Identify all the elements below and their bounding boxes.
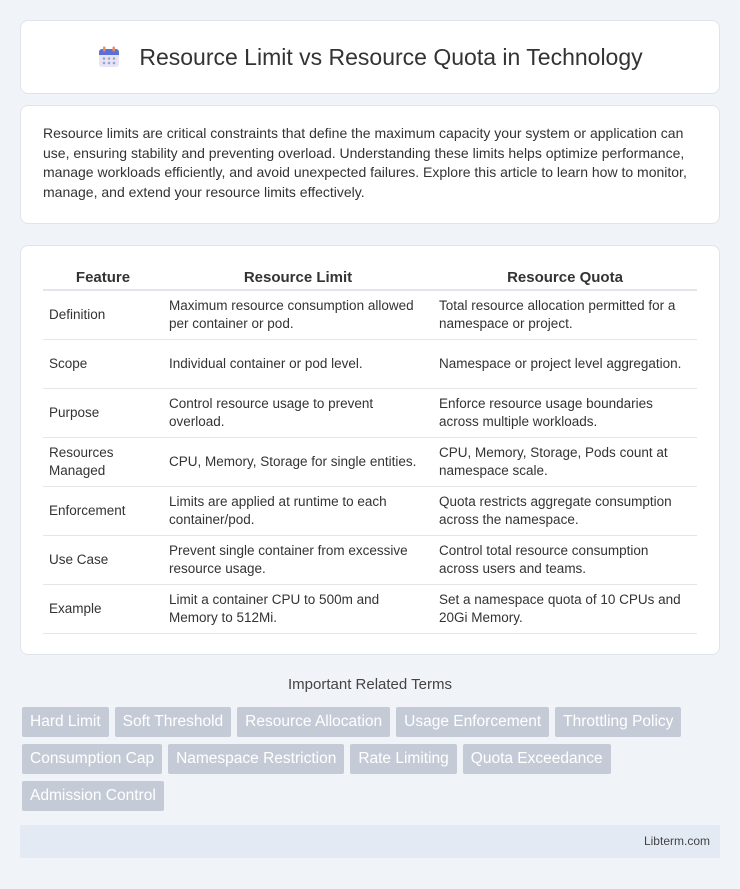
related-terms-title: Important Related Terms: [288, 676, 452, 693]
feature-cell: Example: [43, 585, 163, 634]
footer-link[interactable]: Libterm.com: [643, 834, 710, 848]
limit-cell: Prevent single container from excessive resource usage.: [163, 536, 433, 585]
table-row: [43, 487, 697, 536]
feature-cell: Enforcement: [43, 487, 163, 536]
header-resource-quota: Resource Quota: [433, 266, 697, 291]
feature-cell: Scope: [43, 340, 163, 389]
tag-hard-limit[interactable]: Hard Limit: [22, 707, 109, 737]
quota-cell: Enforce resource usage boundaries across multiple workloads.: [433, 389, 697, 438]
table-row: [43, 585, 697, 634]
table-header-row: [43, 266, 697, 291]
comparison-card: [20, 245, 720, 655]
limit-cell: CPU, Memory, Storage for single entities.: [163, 438, 433, 487]
quota-cell: Namespace or project level aggregation.: [433, 340, 697, 389]
tag-rate-limiting[interactable]: Rate Limiting: [350, 744, 456, 774]
comparison-table: [43, 266, 697, 634]
page-title: Resource Limit vs Resource Quota in Technology: [139, 43, 643, 70]
table-row: [43, 389, 697, 438]
limit-cell: Limits are applied at runtime to each container/pod.: [163, 487, 433, 536]
feature-cell: Use Case: [43, 536, 163, 585]
table-row: [43, 536, 697, 585]
tag-soft-threshold[interactable]: Soft Threshold: [115, 707, 232, 737]
quota-cell: Set a namespace quota of 10 CPUs and 20Gi Memory.: [433, 585, 697, 634]
intro-text: Resource limits are critical constraints that define the maximum capacity your system or application can use, ensuring stability and preventing overload. Understanding these limits helps optimize performance, manage workloads efficiently, and avoid unexpected failures. Explore this article to learn how to monitor, manage, and extend your resource limits effectively.: [43, 125, 687, 200]
table-row: [43, 291, 697, 340]
limit-cell: Maximum resource consumption allowed per container or pod.: [163, 291, 433, 340]
quota-cell: Quota restricts aggregate consumption across the namespace.: [433, 487, 697, 536]
feature-cell: Purpose: [43, 389, 163, 438]
related-terms-list: [22, 707, 718, 818]
calendar-icon: [97, 45, 121, 69]
limit-cell: Limit a container CPU to 500m and Memory to 512Mi.: [163, 585, 433, 634]
table-row: [43, 340, 697, 389]
tag-throttling-policy[interactable]: Throttling Policy: [555, 707, 681, 737]
header-resource-limit: Resource Limit: [163, 266, 433, 291]
table-row: [43, 438, 697, 487]
quota-cell: Total resource allocation permitted for a namespace or project.: [433, 291, 697, 340]
title-card: [20, 20, 720, 94]
tag-resource-allocation[interactable]: Resource Allocation: [237, 707, 390, 737]
tag-consumption-cap[interactable]: Consumption Cap: [22, 744, 162, 774]
footer: [20, 825, 720, 858]
tag-usage-enforcement[interactable]: Usage Enforcement: [396, 707, 549, 737]
feature-cell: Definition: [43, 291, 163, 340]
tag-namespace-restriction[interactable]: Namespace Restriction: [168, 744, 344, 774]
quota-cell: Control total resource consumption across users and teams.: [433, 536, 697, 585]
limit-cell: Control resource usage to prevent overload.: [163, 389, 433, 438]
quota-cell: CPU, Memory, Storage, Pods count at namespace scale.: [433, 438, 697, 487]
tag-admission-control[interactable]: Admission Control: [22, 781, 164, 811]
tag-quota-exceedance[interactable]: Quota Exceedance: [463, 744, 611, 774]
header-feature: Feature: [43, 266, 163, 291]
intro-card: [20, 105, 720, 224]
limit-cell: Individual container or pod level.: [163, 340, 433, 389]
feature-cell: Resources Managed: [43, 438, 163, 487]
